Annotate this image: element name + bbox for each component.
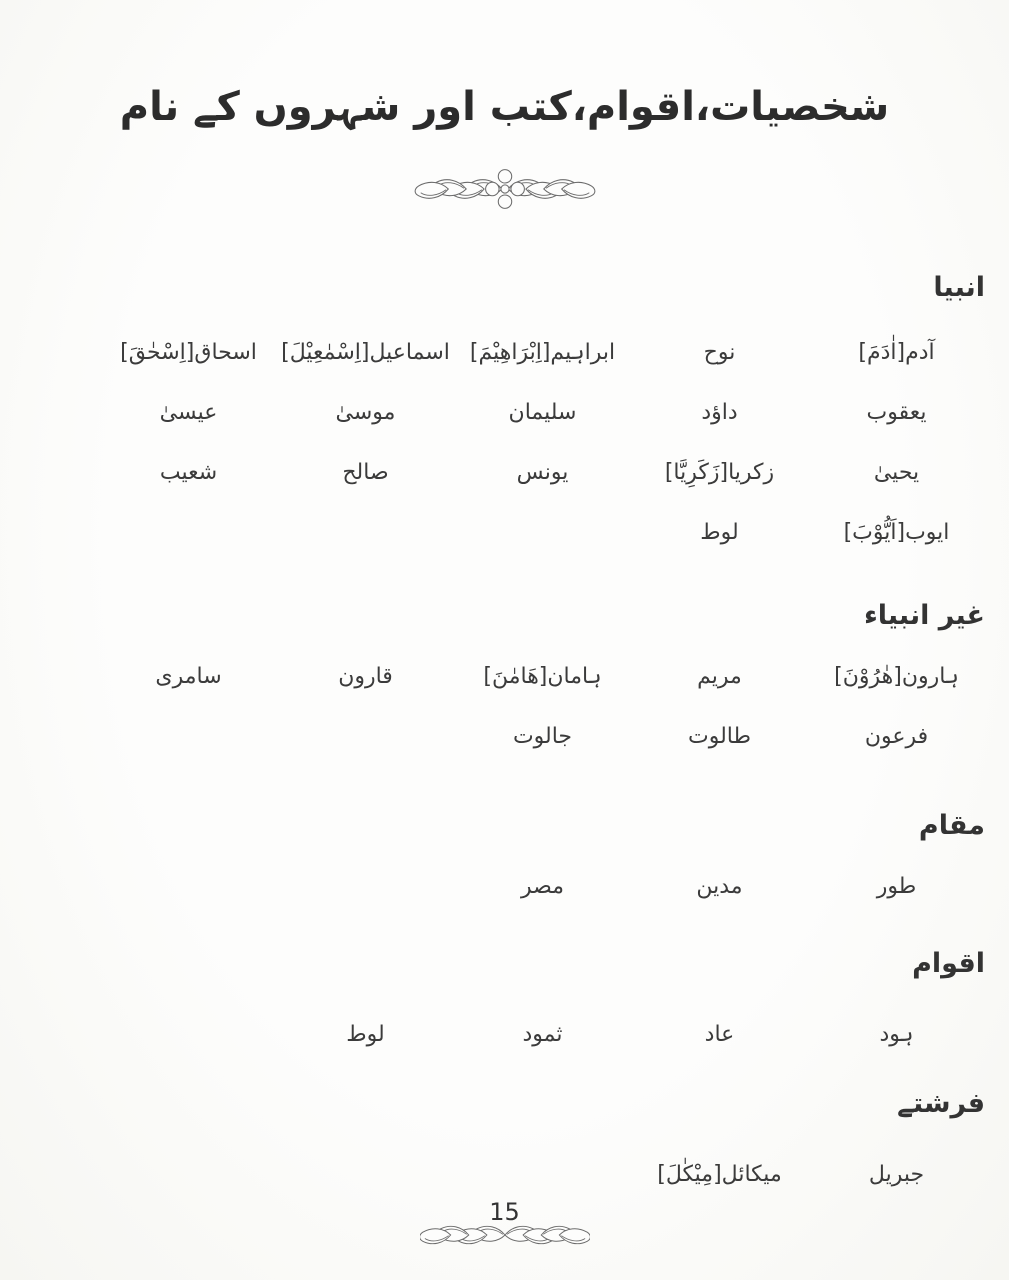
flower-icon — [485, 170, 524, 209]
name-entry: سلیمان — [508, 400, 577, 425]
name-entry: اسماعیل[اِسْمٰعِیْلَ] — [281, 340, 450, 365]
name-entry: داؤد — [701, 400, 738, 425]
name-entry: ثمود — [522, 1022, 563, 1047]
section-heading: فرشتے — [897, 1088, 985, 1119]
name-entry: یونس — [516, 460, 569, 485]
leaf-chain-left — [420, 1226, 505, 1243]
name-entry: ابراہیم[اِبْرَاهِیْمَ] — [469, 340, 616, 365]
name-entry: سامری — [155, 664, 222, 689]
name-entry: ایوب[اَیُّوْبَ] — [843, 520, 950, 545]
name-entry: لوط — [346, 1022, 385, 1047]
name-entry: مدین — [696, 874, 743, 899]
name-entry: موسیٰ — [335, 400, 396, 425]
section-heading: مقام — [918, 810, 985, 841]
name-entry: قارون — [338, 664, 393, 689]
page-title: شخصیات،اقوام،کتب اور شہروں کے نام — [119, 84, 890, 130]
name-entry: عاد — [704, 1022, 735, 1047]
section-heading: اقوام — [912, 948, 985, 979]
name-entry: طور — [876, 874, 917, 899]
name-row — [100, 872, 985, 932]
name-entry: یحییٰ — [873, 460, 920, 485]
name-entry: لوط — [700, 520, 739, 545]
name-grid — [100, 338, 985, 578]
name-grid — [100, 1020, 985, 1080]
name-entry: مریم — [697, 664, 742, 689]
name-row — [100, 338, 985, 398]
name-grid — [100, 662, 985, 782]
page-number: 15 — [489, 1198, 520, 1226]
section-places — [100, 806, 985, 932]
leaf-chain-right — [505, 1226, 590, 1243]
name-row — [100, 398, 985, 458]
name-entry: طالوت — [688, 724, 751, 749]
name-entry: شعیب — [159, 460, 218, 485]
name-row — [100, 722, 985, 782]
name-row — [100, 1020, 985, 1080]
name-row — [100, 662, 985, 722]
floral-divider-icon — [414, 166, 596, 212]
section-heading: غیر انبیاء — [863, 600, 985, 631]
name-entry: مصر — [520, 874, 564, 899]
name-entry: ہود — [879, 1022, 914, 1047]
section-nations — [100, 944, 985, 1080]
name-entry: زکریا[زَکَرِیَّا] — [664, 460, 775, 485]
section-prophets — [100, 268, 985, 578]
name-entry: آدم[اٰدَمَ] — [858, 340, 935, 365]
section-heading: انبیا — [933, 272, 985, 303]
name-entry: ہامان[هَامٰنَ] — [483, 664, 602, 689]
name-entry: میکائل[مِیْکٰلَ] — [657, 1162, 782, 1187]
section-non-prophets — [100, 596, 985, 782]
name-entry: صالح — [342, 460, 389, 485]
name-entry: عیسیٰ — [159, 400, 218, 425]
name-entry: اسحاق[اِسْحٰقَ] — [120, 340, 257, 365]
name-grid — [100, 872, 985, 932]
name-entry: یعقوب — [866, 400, 927, 425]
name-entry: جبریل — [868, 1162, 925, 1187]
name-entry: فرعون — [864, 724, 929, 749]
name-row — [100, 458, 985, 518]
name-entry: نوح — [703, 340, 736, 365]
name-row — [100, 518, 985, 578]
name-entry: جالوت — [512, 724, 573, 749]
name-entry: ہارون[هٰرُوْنَ] — [834, 664, 959, 689]
